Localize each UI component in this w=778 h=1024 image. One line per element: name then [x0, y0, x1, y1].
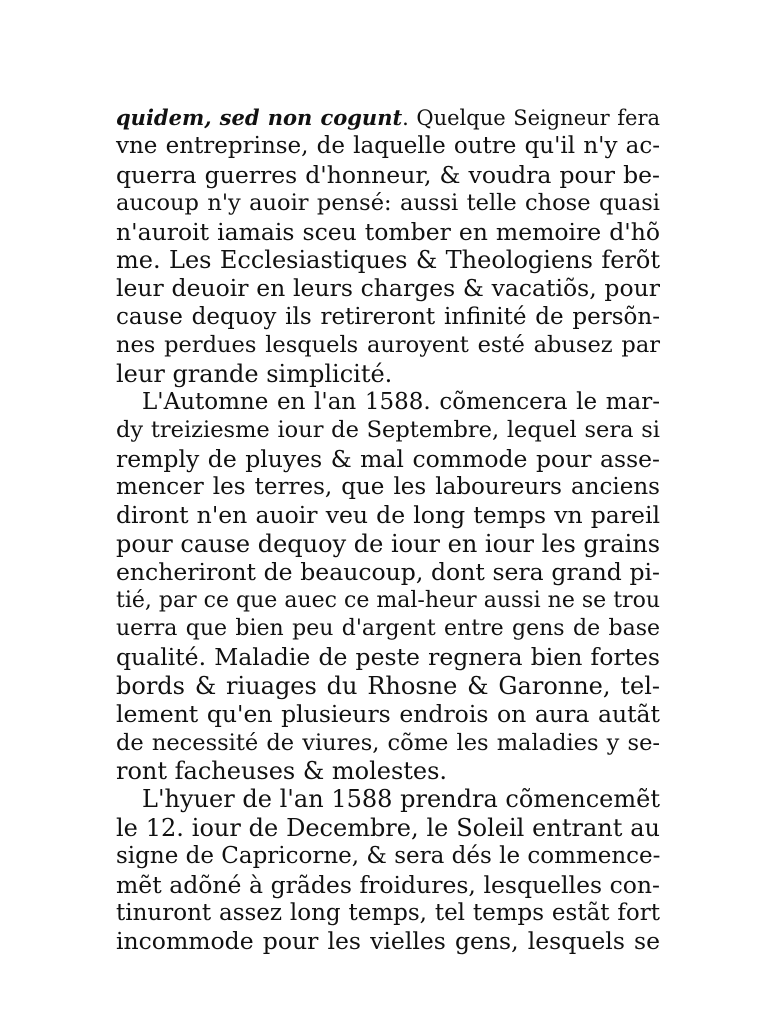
- text-line-10: leur grande simplicité.: [116, 359, 393, 388]
- latin-phrase: quidem, sed non cogunt: [116, 105, 403, 130]
- text-line-11: L'Automne en l'an 1588. cõmencera le mar-: [142, 388, 660, 415]
- text-line-14: mencer les terres, que les laboureurs anciens: [116, 474, 660, 501]
- text-line-18: tié, par ce que auec ce mal-heur aussi ne se trou: [116, 587, 660, 613]
- page-text: [116, 104, 660, 956]
- text-line-23: de necessité de viures, cõme les maladies y se-: [116, 729, 660, 756]
- text-line-24: ront facheuses & molestes.: [116, 756, 448, 785]
- text-line-5: n'auroit iamais sceu tomber en memoire d'hõ: [116, 217, 660, 246]
- text-line-30: incommode pour les vielles gens, lesquels se: [116, 927, 660, 956]
- text-line-16: pour cause dequoy de iour en iour les grains: [116, 529, 661, 558]
- text-line-12: dy treiziesme iour de Septembre, lequel sera si: [116, 417, 660, 444]
- text-line-20: qualité. Maladie de peste regnera bien fortes: [116, 643, 660, 672]
- text-line-26: le 12. iour de Decembre, le Soleil entrant au: [116, 813, 660, 842]
- text-line-4: aucoup n'y auoir pensé: aussi telle chose quasi: [116, 190, 660, 217]
- text-line-17: encheriront de beaucoup, dont sera grand pi-: [116, 558, 660, 587]
- text-line-28: mẽt adõné à grãdes froidures, lesquelles con-: [116, 870, 660, 899]
- text-line-15: diront n'en auoir veu de long temps vn pareil: [116, 501, 660, 530]
- text-line-8: cause dequoy ils retireront infinité de persõn-: [116, 303, 660, 330]
- text-line-22: lement qu'en plusieurs endrois on aura autãt: [116, 700, 660, 729]
- text-line-1: quidem, sed non cogunt. Quelque Seigneur fera: [116, 105, 661, 130]
- text-line-25: L'hyuer de l'an 1588 prendra cõmencemẽt: [142, 785, 660, 814]
- text-line-21: bords & riuages du Rhosne & Garonne, tel-: [116, 671, 660, 700]
- text-line-29: tinuront assez long temps, tel temps estãt fort: [116, 899, 660, 926]
- text-line-7: leur deuoir en leurs charges & vacatiõs, pour: [116, 274, 660, 303]
- text-line-9: nes perdues lesquels auroyent esté abusez par: [116, 332, 660, 359]
- text-line-2: vne entreprinse, de laquelle outre qu'il n'y ac-: [116, 133, 660, 160]
- text-line-6: me. Les Ecclesiastiques & Theologiens ferõt: [116, 245, 660, 274]
- text-line-3: querra guerres d'honneur, & voudra pour be-: [116, 160, 660, 189]
- text-line-19: uerra que bien peu d'argent entre gens de base: [116, 616, 660, 642]
- text-line-13: remply de pluyes & mal commode pour asse-: [116, 444, 660, 473]
- text-line-27: signe de Capricorne, & sera dés le commence-: [116, 843, 661, 870]
